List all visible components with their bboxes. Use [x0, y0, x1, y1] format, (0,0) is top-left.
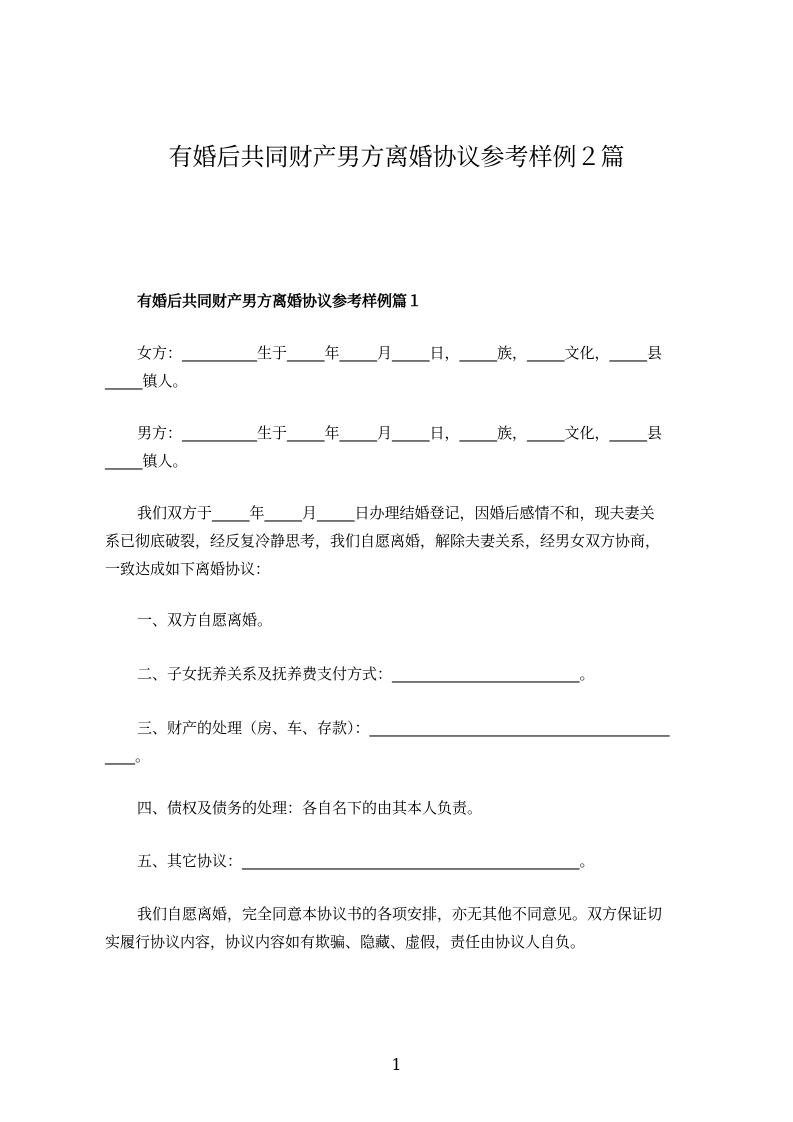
intro-line-1: 我们双方于_____年_____月_____日办理结婚登记，因婚后感情不和，现夫妻关 [137, 504, 655, 522]
page-number: 1 [391, 1055, 402, 1074]
female-info-line-2: _____镇人。 [105, 372, 188, 390]
clause-2: 二、子女抚养关系及抚养费支付方式：_________________________。 [137, 665, 595, 683]
male-info-line-2: _____镇人。 [105, 452, 188, 470]
intro-line-2: 系已彻底破裂，经反复冷静思考，我们自愿离婚，解除夫妻关系，经男女双方协商， [105, 532, 661, 550]
male-info-line-1: 男方：__________生于_____年_____月_____日，_____族，_____文化，_____县 [137, 424, 663, 442]
section-heading: 有婚后共同财产男方离婚协议参考样例篇１ [137, 292, 423, 310]
clause-1: 一、双方自愿离婚。 [137, 611, 273, 629]
document-title: 有婚后共同财产男方离婚协议参考样例２篇 [168, 143, 625, 171]
intro-line-3: 一致达成如下离婚协议： [105, 560, 271, 578]
closing-line-1: 我们自愿离婚，完全同意本协议书的各项安排，亦无其他不同意见。双方保证切 [137, 905, 663, 923]
closing-line-2: 实履行协议内容，协议内容如有欺骗、隐藏、虚假，责任由协议人自负。 [105, 933, 586, 951]
female-info-line-1: 女方：__________生于_____年_____月_____日，_____族，_____文化，_____县 [137, 344, 663, 362]
clause-5: 五、其它协议：_____________________________________________。 [137, 852, 595, 870]
clause-3-line-2: ____。 [105, 747, 151, 765]
clause-3-line-1: 三、财产的处理（房、车、存款）：________________________________________ [137, 719, 670, 737]
clause-4: 四、债权及债务的处理：各自名下的由其本人负责。 [137, 799, 483, 817]
